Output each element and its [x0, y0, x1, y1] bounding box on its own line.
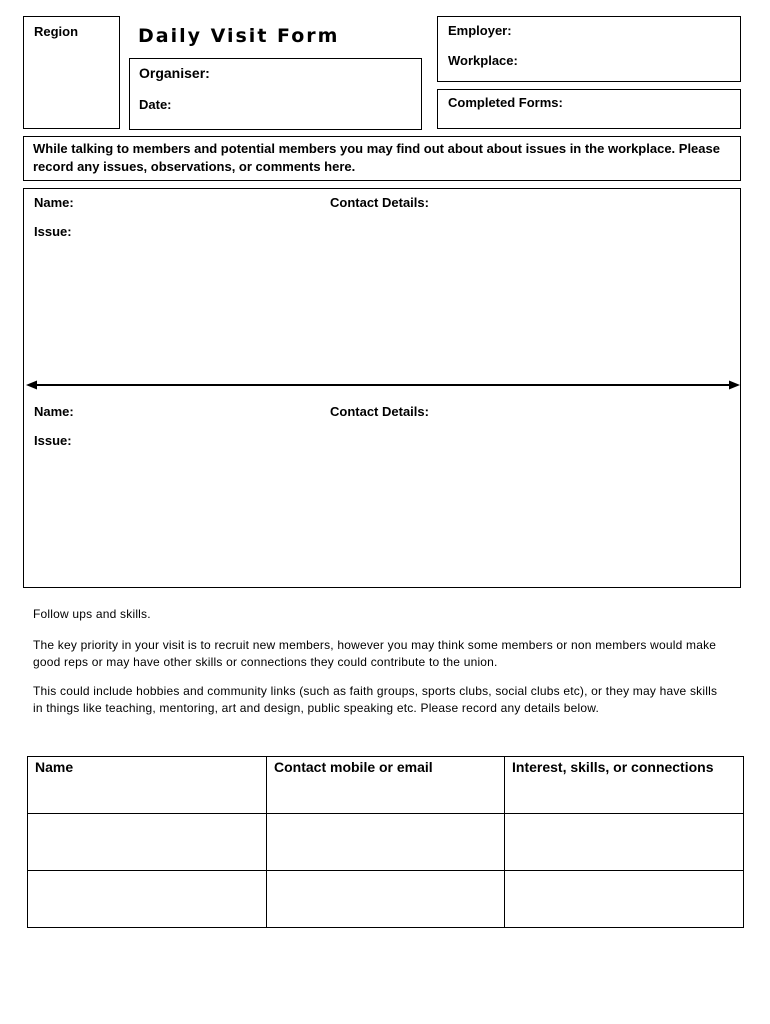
region-label: Region [34, 24, 79, 39]
contact-details-label: Contact Details: [330, 195, 429, 210]
column-header-name: Name [28, 757, 267, 814]
employer-label: Employer: [448, 23, 512, 38]
table-row [28, 814, 744, 871]
completed-forms-label: Completed Forms: [448, 95, 563, 110]
contact-details-label: Contact Details: [330, 404, 429, 419]
followups-paragraph-2: This could include hobbies and community links (such as faith groups, sports clubs, social clubs etc), or they may have skills in things like teaching, mentoring, art and design, public speaking etc. Please record any details below. [33, 684, 718, 715]
issue-entry[interactable] [24, 398, 740, 587]
employer-workplace-box[interactable] [437, 16, 741, 82]
interests-cell[interactable] [505, 814, 744, 871]
contact-cell[interactable] [267, 814, 505, 871]
date-label: Date: [139, 97, 172, 112]
column-header-interests: Interest, skills, or connections [505, 757, 744, 814]
table-row [28, 871, 744, 928]
name-label: Name: [34, 404, 74, 419]
issue-label: Issue: [34, 224, 72, 239]
name-label: Name: [34, 195, 74, 210]
region-box[interactable] [23, 16, 120, 129]
name-cell[interactable] [28, 814, 267, 871]
organiser-date-box[interactable] [129, 58, 422, 130]
table-header-row [28, 757, 744, 814]
issue-label: Issue: [34, 433, 72, 448]
interests-cell[interactable] [505, 871, 744, 928]
issue-entry[interactable] [24, 189, 740, 379]
skills-table [27, 756, 744, 928]
workplace-label: Workplace: [448, 53, 518, 68]
contact-cell[interactable] [267, 871, 505, 928]
form-title: Daily Visit Form [138, 25, 340, 47]
column-header-contact: Contact mobile or email [267, 757, 505, 814]
issues-box [23, 188, 741, 588]
intro-text: While talking to members and potential members you may find out about about issues in the workplace. Please record any issues, observations, or comments here. [33, 141, 720, 174]
organiser-label: Organiser: [139, 65, 210, 81]
followups-paragraph-1: The key priority in your visit is to recruit new members, however you may think some members or non members would make good reps or may have other skills or connections they could contribute to the union. [33, 638, 717, 669]
followups-heading: Follow ups and skills. [33, 607, 151, 621]
name-cell[interactable] [28, 871, 267, 928]
divider-arrow [26, 379, 740, 391]
completed-forms-box[interactable] [437, 89, 741, 129]
